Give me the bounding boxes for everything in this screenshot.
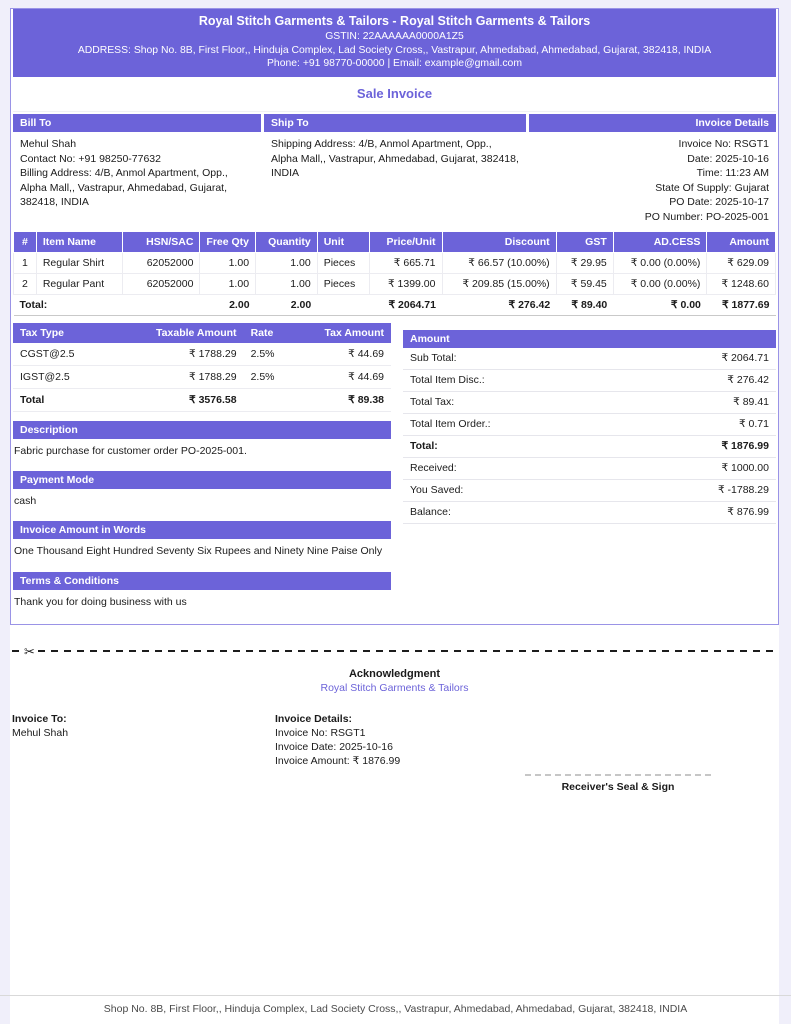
tax-amount: ₹ 44.69 [300,343,391,366]
amount-label: Sub Total: [410,352,457,365]
total-free-qty: 2.00 [200,295,256,316]
tax-rate: 2.5% [244,366,301,389]
bill-to-name: Mehul Shah [20,138,77,151]
state-of-supply: State Of Supply: Gujarat [655,181,769,194]
tax-rate: 2.5% [244,343,301,366]
item-adcess: ₹ 0.00 (0.00%) [613,253,707,274]
bill-to-body [13,132,261,214]
item-adcess: ₹ 0.00 (0.00%) [613,274,707,295]
invoice-time: Time: 11:23 AM [696,167,769,180]
signature-line [525,774,711,776]
item-quantity: 1.00 [256,274,318,295]
scissors-icon: ✂ [24,643,35,659]
ack-invoice-to-label: Invoice To: [12,712,67,725]
amount-label: Balance: [410,506,451,519]
payment-mode-text: cash [14,495,37,508]
total-amount: ₹ 1877.69 [707,295,776,316]
payment-mode-heading: Payment Mode [13,471,391,489]
col-unit: Unit [317,232,370,253]
col-adcess: AD.CESS [613,232,707,253]
amount-value: ₹ 2064.71 [721,352,769,365]
invoice-no: Invoice No: RSGT1 [678,138,769,151]
invoice-details-body [529,132,776,229]
ack-invoice-amount: Invoice Amount: ₹ 1876.99 [275,755,401,768]
bill-to-section [13,114,261,229]
amount-row-subtotal [403,348,776,370]
company-contact: Phone: +91 98770-00000 | Email: example@gmail.com [267,58,522,70]
po-date: PO Date: 2025-10-17 [669,196,769,209]
company-title: Royal Stitch Garments & Tailors - Royal Stitch Garments & Tailors [198,14,591,28]
ack-invoice-to-name: Mehul Shah [12,726,69,739]
tax-type: CGST@2.5 [13,343,123,366]
tax-type: IGST@2.5 [13,366,123,389]
amount-value: ₹ 89.41 [733,396,769,409]
item-free-qty: 1.00 [200,274,256,295]
item-discount: ₹ 66.57 (10.00%) [442,253,556,274]
col-free-qty: Free Qty [200,232,256,253]
item-gst: ₹ 29.95 [556,253,613,274]
item-free-qty: 1.00 [200,253,256,274]
tax-col-type: Tax Type [13,323,123,343]
total-discount: ₹ 276.42 [442,295,556,316]
invoice-card [10,8,779,625]
item-hsn: 62052000 [122,274,200,295]
col-amount: Amount [707,232,776,253]
item-price: ₹ 665.71 [370,253,442,274]
amount-value: ₹ 876.99 [727,506,769,519]
items-header-row [14,232,776,253]
tax-total-row [13,389,391,412]
invoice-date: Date: 2025-10-16 [687,152,769,165]
terms-text: Thank you for doing business with us [14,595,187,608]
tear-dash [12,650,21,652]
amount-label: You Saved: [410,484,464,497]
col-index: # [14,232,37,253]
bill-to-address: Billing Address: 4/B, Anmol Apartment, Opp., Alpha Mall,, Vastrapur, Ahmedabad, Gujarat, 382418, INDIA [20,167,228,209]
amount-row-item-order [403,414,776,436]
total-unit [317,295,370,316]
amount-words-heading: Invoice Amount in Words [13,521,391,539]
ack-invoice-no: Invoice No: RSGT1 [275,726,366,739]
tax-total-amount: ₹ 89.38 [300,389,391,412]
left-column [13,323,391,614]
bill-to-heading: Bill To [13,114,261,132]
amount-value: ₹ 0.71 [738,418,769,431]
item-price: ₹ 1399.00 [370,274,442,295]
item-quantity: 1.00 [256,253,318,274]
invoice-details-heading: Invoice Details [529,114,776,132]
amount-summary [403,330,776,524]
amount-row-total [403,436,776,458]
tax-header-row [13,323,391,343]
amount-row-received [403,458,776,480]
item-index: 2 [14,274,37,295]
col-gst: GST [556,232,613,253]
item-discount: ₹ 209.85 (15.00%) [442,274,556,295]
amount-row-balance [403,502,776,524]
tax-total-rate [244,389,301,412]
tax-table [13,323,391,412]
amount-row-item-disc [403,370,776,392]
summary-zone [13,323,776,614]
item-index: 1 [14,253,37,274]
tear-dash [38,650,777,652]
ack-invoice-details [275,712,777,769]
amount-value: ₹ 1876.99 [721,440,769,453]
item-row [14,274,776,295]
amount-label: Total Tax: [410,396,455,409]
amount-row-you-saved [403,480,776,502]
tax-amount: ₹ 44.69 [300,366,391,389]
item-unit: Pieces [317,253,370,274]
parties-row [13,114,776,229]
po-number: PO Number: PO-2025-001 [644,210,769,223]
company-address: ADDRESS: Shop No. 8B, First Floor,, Hinduja Complex, Lad Society Cross,, Vastrapur, Ahmedabad, Ahmedabad, Gujarat, 382418, INDIA [77,44,712,56]
company-gstin: GSTIN: 22AAAAAA0000A1Z5 [325,31,464,42]
acknowledgment-title: Acknowledgment [348,667,441,680]
tax-total-label: Total [13,389,123,412]
item-hsn: 62052000 [122,253,200,274]
col-price: Price/Unit [370,232,442,253]
amount-label: Received: [410,462,457,475]
amount-heading: Amount [403,330,776,348]
ship-to-section [264,114,526,229]
tax-col-rate: Rate [244,323,301,343]
item-amount: ₹ 1248.60 [707,274,776,295]
items-table [13,231,776,316]
col-item-name: Item Name [36,232,122,253]
tax-col-taxable: Taxable Amount [123,323,244,343]
footer-address: Shop No. 8B, First Floor,, Hinduja Complex, Lad Society Cross,, Vastrapur, Ahmedabad, Ahmedabad, Gujarat, 382418, INDIA [103,1003,688,1015]
col-discount: Discount [442,232,556,253]
tax-taxable: ₹ 1788.29 [123,343,244,366]
acknowledgment-company: Royal Stitch Garments & Tailors [320,681,469,694]
receiver-sign-label: Receiver's Seal & Sign [561,781,675,794]
amount-row-total-tax [403,392,776,414]
company-header-band [13,9,776,77]
total-gst: ₹ 89.40 [556,295,613,316]
amount-label: Total Item Order.: [410,418,491,431]
ack-invoice-to [12,712,275,769]
document-title: Sale Invoice [13,77,776,112]
item-name: Regular Pant [36,274,122,295]
ack-invoice-date: Invoice Date: 2025-10-16 [275,741,393,754]
amount-label: Total: [410,440,438,453]
ship-to-heading: Ship To [264,114,526,132]
items-total-label: Total: [14,295,200,316]
total-adcess: ₹ 0.00 [613,295,707,316]
amount-value: ₹ 1000.00 [721,462,769,475]
tax-taxable: ₹ 1788.29 [123,366,244,389]
amount-value: ₹ -1788.29 [717,484,769,497]
tax-row [13,343,391,366]
amount-label: Total Item Disc.: [410,374,485,387]
amount-value: ₹ 276.42 [727,374,769,387]
col-quantity: Quantity [256,232,318,253]
invoice-page [10,8,779,1024]
item-name: Regular Shirt [36,253,122,274]
ship-to-body [264,132,526,185]
ack-details-label: Invoice Details: [275,712,353,725]
col-hsn: HSN/SAC [122,232,200,253]
tax-total-taxable: ₹ 3576.58 [123,389,244,412]
ship-to-address: Shipping Address: 4/B, Anmol Apartment, Opp., Alpha Mall,, Vastrapur, Ahmedabad, Gujarat, 382418, INDIA [271,138,519,180]
total-quantity: 2.00 [256,295,318,316]
item-gst: ₹ 59.45 [556,274,613,295]
item-unit: Pieces [317,274,370,295]
receiver-sign-block [525,774,711,793]
acknowledgment-block [10,668,779,694]
tear-line [12,645,777,658]
description-text: Fabric purchase for customer order PO-2025-001. [14,445,247,458]
item-amount: ₹ 629.09 [707,253,776,274]
item-row [14,253,776,274]
tax-col-amount: Tax Amount [300,323,391,343]
tax-row [13,366,391,389]
description-heading: Description [13,421,391,439]
bill-to-contact: Contact No: +91 98250-77632 [20,152,161,165]
invoice-details-section [529,114,776,229]
acknowledgment-columns [10,712,779,769]
amount-words-text: One Thousand Eight Hundred Seventy Six Rupees and Ninety Nine Paise Only [14,545,383,558]
footer [0,995,791,1024]
items-total-row [14,295,776,316]
total-price: ₹ 2064.71 [370,295,442,316]
terms-heading: Terms & Conditions [13,572,391,590]
